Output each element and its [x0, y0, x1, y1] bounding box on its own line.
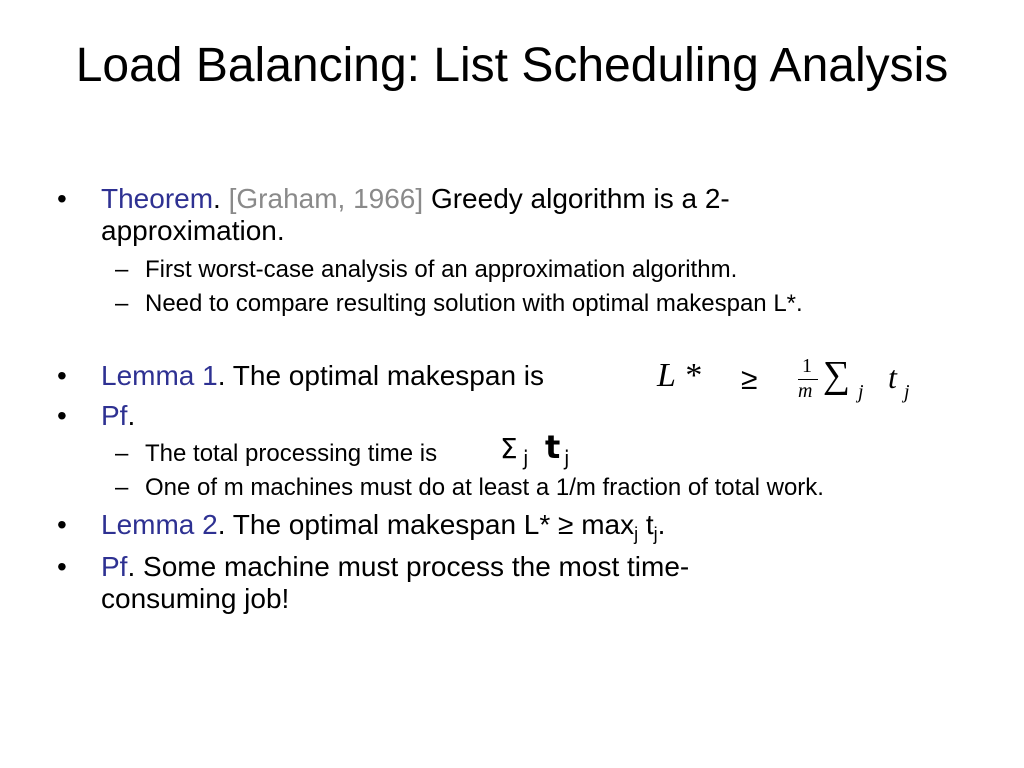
dash-marker: –	[115, 290, 129, 317]
sigma-subscript: j	[858, 381, 864, 403]
lemma2-label: Lemma 2	[101, 509, 218, 540]
formula-lhs: L *	[657, 357, 701, 394]
sigma-symbol: Σ	[500, 432, 518, 465]
dash-marker: –	[115, 474, 129, 501]
lemma2-subscript-2: j	[653, 524, 658, 544]
formula-t-subscript: j	[904, 381, 910, 403]
bullet-marker: •	[57, 509, 67, 540]
pf2-text-line1: . Some machine must process the most time-	[127, 551, 690, 582]
sigma-subscript: j	[523, 446, 529, 470]
formula-t-subscript: j	[564, 446, 570, 470]
formula-fraction-denominator: m	[798, 380, 813, 402]
lemma2-text-mid: t	[638, 509, 654, 540]
lemma1-label: Lemma 1	[101, 360, 218, 391]
dash-marker: –	[115, 256, 129, 283]
formula-fraction-numerator: 1	[802, 355, 812, 377]
bullet-marker: •	[57, 551, 67, 582]
theorem-text-line2: approximation.	[101, 215, 285, 246]
lemma2-text: . The optimal makespan L* ≥ max	[217, 509, 635, 540]
pf1-subpoint-text: The total processing time is	[145, 440, 438, 467]
theorem-period: .	[213, 183, 221, 214]
sigma-symbol: ∑	[823, 354, 851, 396]
pf2-text-line2: consuming job!	[101, 583, 290, 614]
pf1-subpoint-text: One of m machines must do at least a 1/m fraction of total work.	[145, 474, 824, 501]
formula-relation: ≥	[741, 363, 758, 396]
theorem-subpoint-text: Need to compare resulting solution with optimal makespan L*.	[145, 290, 803, 317]
slide-title: Load Balancing: List Scheduling Analysis	[75, 39, 949, 92]
bullet-marker: •	[57, 183, 67, 214]
theorem-label: Theorem	[101, 183, 214, 214]
pf1-label: Pf	[101, 400, 128, 431]
formula-t: t	[888, 359, 897, 395]
dash-marker: –	[115, 440, 129, 467]
formula-t: t	[545, 428, 561, 466]
lemma1-text: . The optimal makespan is	[217, 360, 545, 391]
bullet-marker: •	[57, 360, 67, 391]
theorem-citation: [Graham, 1966]	[228, 183, 424, 214]
lemma2-text-end: .	[657, 509, 666, 540]
pf1-period: .	[127, 400, 136, 431]
bullet-marker: •	[57, 400, 67, 431]
pf2-label: Pf	[101, 551, 128, 582]
total-time-formula	[500, 430, 590, 472]
theorem-subpoint-text: First worst-case analysis of an approximation algorithm.	[145, 256, 738, 283]
theorem-text-line1: Greedy algorithm is a 2-	[430, 183, 730, 214]
lemma2-subscript-1: j	[634, 524, 639, 544]
